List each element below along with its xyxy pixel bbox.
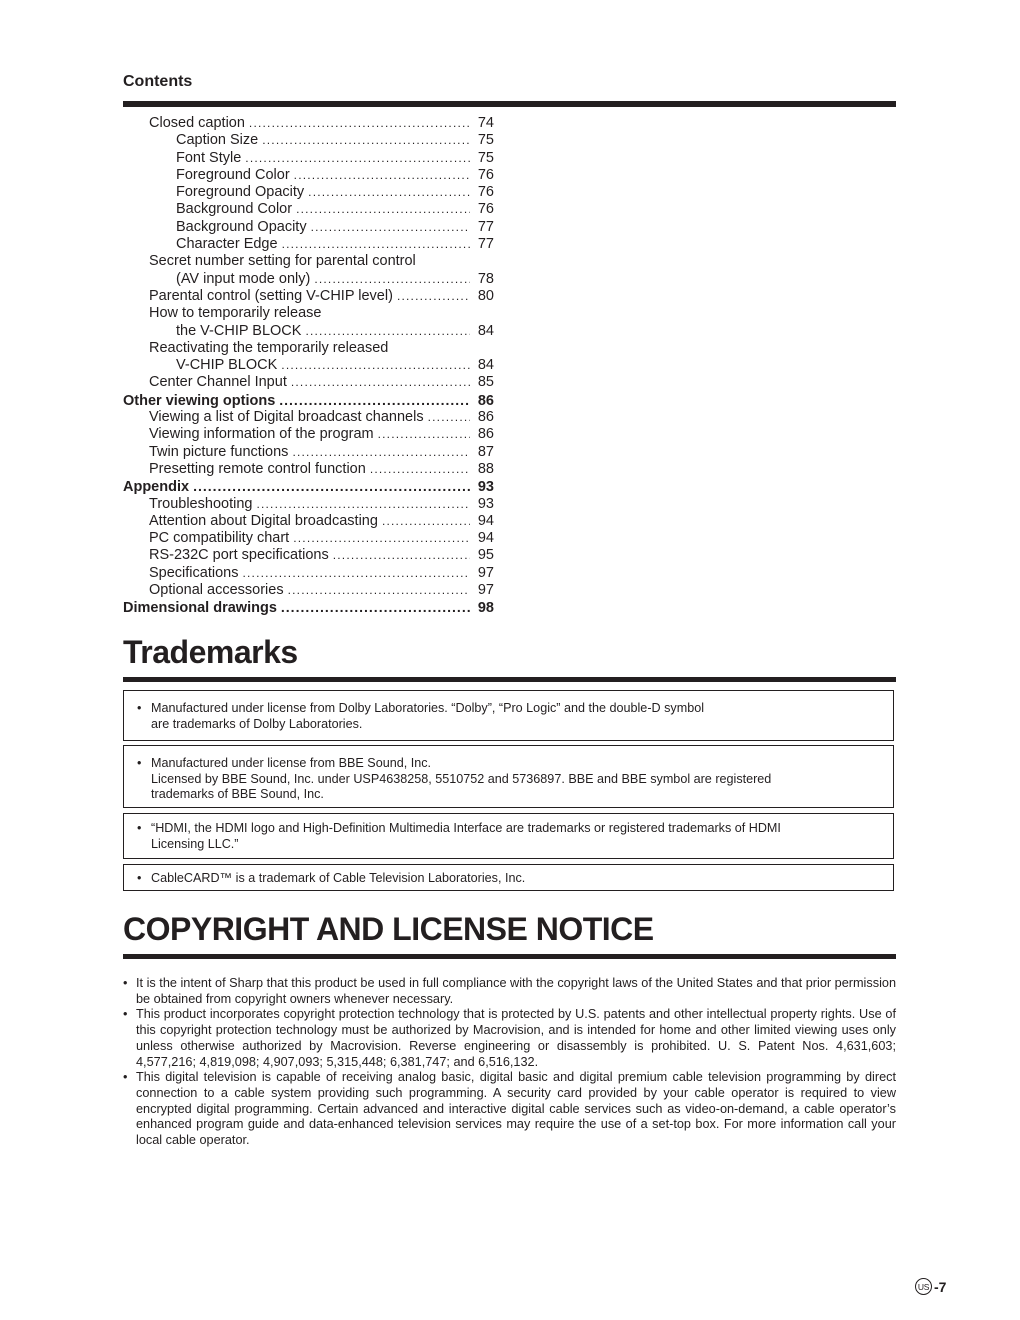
toc-entry bbox=[123, 444, 494, 461]
toc-entry-title: Background Color bbox=[176, 201, 293, 218]
toc-leader-dots bbox=[281, 599, 470, 616]
toc-entry-title: Foreground Color bbox=[176, 166, 290, 183]
toc-entry-title: Parental control (setting V-CHIP level) bbox=[149, 287, 393, 304]
toc-entry bbox=[123, 115, 494, 132]
trademark-line: Licensed by BBE Sound, Inc. under USP4638258, 5510752 and 5736897. BBE and BBE symbol are registered bbox=[151, 771, 772, 786]
toc-entry-title: Font Style bbox=[176, 149, 242, 166]
toc-page-number: 94 bbox=[477, 512, 494, 529]
toc-entry-title: Reactivating the temporarily released bbox=[149, 339, 389, 356]
toc-section-entry bbox=[123, 392, 494, 409]
toc-leader-dots bbox=[382, 513, 470, 530]
trademark-line: CableCARD™ is a trademark of Cable Television Laboratories, Inc. bbox=[151, 871, 526, 885]
toc-leader-dots bbox=[296, 201, 470, 218]
notice-text: This product incorporates copyright protection technology that is protected by U.S. patents and other intellectual property rights. Use of this copyright protection technology must be authorized by Macrovision, and is intended for home and other limited viewing uses only unless otherwise authorized by Macrovision. Reverse engineering or disassembly is prohibited. U. S. Patent Nos. 4,631,603; 4,577,216; 4,819,098; 4,907,093; 5,315,448; 6,381,747; and 6,516,132. bbox=[136, 1007, 896, 1069]
notice-item bbox=[123, 1070, 896, 1149]
trademark-line: Manufactured under license from Dolby Laboratories. “Dolby”, “Pro Logic” and the double-D symbol bbox=[151, 701, 704, 715]
toc-entry-title: Twin picture functions bbox=[149, 443, 289, 460]
toc-entry bbox=[123, 323, 494, 340]
toc-leader-dots bbox=[378, 426, 470, 443]
toc-page-number: 86 bbox=[477, 392, 494, 409]
trademark-box-hdmi bbox=[123, 813, 894, 859]
toc-entry bbox=[123, 582, 494, 599]
toc-page-number: 87 bbox=[477, 443, 494, 460]
toc-entry bbox=[123, 547, 494, 564]
notice-text: It is the intent of Sharp that this product be used in full compliance with the copyright laws of the United States and that prior permission be obtained from copyright owners whenever necessary. bbox=[136, 976, 896, 1006]
toc-leader-dots bbox=[242, 565, 470, 582]
toc-leader-dots bbox=[291, 374, 470, 391]
trademark-line: “HDMI, the HDMI logo and High-Definition Multimedia Interface are trademarks or registered trademarks of HDMI bbox=[151, 821, 781, 835]
toc-entry-title: Specifications bbox=[149, 564, 239, 581]
toc-page-number: 93 bbox=[477, 495, 494, 512]
toc-entry-title: Optional accessories bbox=[149, 582, 284, 599]
toc-page-number: 78 bbox=[477, 270, 494, 287]
toc-entry bbox=[123, 374, 494, 391]
toc-leader-dots bbox=[256, 496, 470, 513]
toc-entry-title: Foreground Opacity bbox=[176, 184, 305, 201]
toc-entry-title: Presetting remote control function bbox=[149, 460, 366, 477]
notice-text: This digital television is capable of receiving analog basic, digital basic and digital premium cable television programming by direct connection to a cable system providing such programming. A security card provided by your cable operator is required to view encrypted digital programming. Certain advanced and interactive digital cable services such as video-on-demand, a cable operator’s enhanced program guide and data-enhanced television services may require the use of a set-top box. For more information call your local cable operator. bbox=[136, 1070, 896, 1148]
toc-entry-title: V-CHIP BLOCK bbox=[176, 357, 278, 374]
trademark-box-bbe bbox=[123, 745, 894, 808]
toc-entry bbox=[123, 409, 494, 426]
toc-entry bbox=[123, 513, 494, 530]
toc-entry bbox=[123, 426, 494, 443]
toc-leader-dots bbox=[279, 392, 470, 409]
trademark-box-cablecard bbox=[123, 864, 894, 891]
toc-page-number: 86 bbox=[477, 426, 494, 443]
toc-leader-dots bbox=[245, 150, 470, 167]
toc-leader-dots bbox=[292, 444, 470, 461]
toc-leader-dots bbox=[314, 271, 470, 288]
toc-page-number: 98 bbox=[477, 600, 494, 617]
bullet: • bbox=[123, 1070, 128, 1085]
toc-leader-dots bbox=[370, 461, 470, 478]
toc-leader-dots bbox=[262, 132, 470, 149]
toc-entry-title: PC compatibility chart bbox=[149, 530, 290, 547]
copyright-rule bbox=[123, 954, 896, 959]
toc-leader-dots bbox=[333, 547, 470, 564]
us-region-icon: US bbox=[915, 1278, 932, 1295]
toc-leader-dots bbox=[308, 184, 470, 201]
toc-page-number: 93 bbox=[477, 479, 494, 496]
bullet: • bbox=[137, 871, 142, 885]
toc-entry bbox=[123, 530, 494, 547]
toc-leader-dots bbox=[397, 288, 470, 305]
notice-item bbox=[123, 976, 896, 1007]
toc-entry bbox=[123, 565, 494, 582]
toc-section-entry bbox=[123, 599, 494, 616]
toc-page-number: 94 bbox=[477, 530, 494, 547]
toc-entry bbox=[123, 132, 494, 149]
toc-leader-dots bbox=[428, 409, 470, 426]
toc-entry bbox=[123, 357, 494, 374]
toc-page-number: 86 bbox=[477, 409, 494, 426]
toc-entry-title: Other viewing options bbox=[123, 392, 276, 409]
toc-entry-title: Dimensional drawings bbox=[123, 600, 277, 617]
toc-entry bbox=[123, 201, 494, 218]
toc-page-number: 77 bbox=[477, 236, 494, 253]
toc-entry-title: Viewing information of the program bbox=[149, 426, 374, 443]
toc-entry bbox=[123, 305, 494, 322]
toc-page-number: 95 bbox=[477, 547, 494, 564]
bullet: • bbox=[137, 756, 142, 770]
toc-entry-title: Attention about Digital broadcasting bbox=[149, 512, 378, 529]
toc-page-number: 97 bbox=[477, 564, 494, 581]
toc-entry-title: Secret number setting for parental control bbox=[149, 253, 416, 270]
toc-entry-title: the V-CHIP BLOCK bbox=[176, 322, 302, 339]
toc-page-number: 76 bbox=[477, 184, 494, 201]
toc-entry-title: How to temporarily release bbox=[149, 305, 322, 322]
toc-page-number: 84 bbox=[477, 322, 494, 339]
page-number bbox=[915, 1278, 946, 1295]
toc-leader-dots bbox=[294, 167, 470, 184]
contents-heading: Contents bbox=[123, 73, 193, 90]
toc-entry-title: Appendix bbox=[123, 479, 190, 496]
trademarks-rule bbox=[123, 677, 896, 682]
table-of-contents bbox=[123, 115, 494, 617]
toc-entry bbox=[123, 236, 494, 253]
toc-page-number: 77 bbox=[477, 218, 494, 235]
toc-entry bbox=[123, 461, 494, 478]
bullet: • bbox=[137, 701, 142, 715]
toc-leader-dots bbox=[249, 115, 470, 132]
toc-entry bbox=[123, 288, 494, 305]
contents-rule bbox=[123, 101, 896, 107]
toc-leader-dots bbox=[311, 219, 470, 236]
toc-leader-dots bbox=[281, 357, 470, 374]
toc-entry-title: Caption Size bbox=[176, 132, 259, 149]
notice-item bbox=[123, 1007, 896, 1070]
toc-page-number: 88 bbox=[477, 460, 494, 477]
toc-entry-title: Troubleshooting bbox=[149, 495, 253, 512]
trademarks-heading: Trademarks bbox=[123, 634, 298, 670]
toc-leader-dots bbox=[282, 236, 470, 253]
toc-page-number: 76 bbox=[477, 166, 494, 183]
toc-entry-title: Background Opacity bbox=[176, 218, 307, 235]
bullet: • bbox=[123, 1007, 128, 1022]
toc-entry-title: Center Channel Input bbox=[149, 374, 287, 391]
toc-entry-title: Viewing a list of Digital broadcast channels bbox=[149, 409, 424, 426]
trademark-line: Manufactured under license from BBE Sound, Inc. bbox=[151, 756, 432, 770]
toc-entry bbox=[123, 184, 494, 201]
toc-entry bbox=[123, 167, 494, 184]
toc-entry-title: Closed caption bbox=[149, 115, 245, 131]
toc-leader-dots bbox=[288, 582, 470, 599]
bullet: • bbox=[137, 821, 142, 835]
toc-page-number: 75 bbox=[477, 132, 494, 149]
toc-leader-dots bbox=[305, 323, 470, 340]
toc-page-number: 75 bbox=[477, 149, 494, 166]
toc-entry bbox=[123, 219, 494, 236]
toc-entry bbox=[123, 253, 494, 270]
trademark-line: Licensing LLC.” bbox=[151, 836, 239, 851]
page-number-text: -7 bbox=[934, 1278, 947, 1295]
toc-page-number: 97 bbox=[477, 582, 494, 599]
copyright-heading: COPYRIGHT AND LICENSE NOTICE bbox=[123, 911, 654, 947]
toc-section-entry bbox=[123, 478, 494, 495]
toc-entry bbox=[123, 150, 494, 167]
toc-leader-dots bbox=[193, 478, 470, 495]
toc-leader-dots bbox=[293, 530, 470, 547]
trademark-line: are trademarks of Dolby Laboratories. bbox=[151, 716, 363, 731]
trademark-box-dolby bbox=[123, 690, 894, 741]
toc-entry-title: Character Edge bbox=[176, 236, 278, 253]
toc-entry bbox=[123, 271, 494, 288]
trademark-line: trademarks of BBE Sound, Inc. bbox=[151, 787, 324, 802]
toc-page-number: 76 bbox=[477, 201, 494, 218]
toc-entry-title: (AV input mode only) bbox=[176, 270, 311, 287]
toc-entry bbox=[123, 496, 494, 513]
copyright-notice bbox=[123, 976, 896, 1149]
toc-entry bbox=[123, 340, 494, 357]
toc-page-number: 84 bbox=[477, 357, 494, 374]
bullet: • bbox=[123, 976, 128, 990]
toc-entry-title: RS-232C port specifications bbox=[149, 547, 329, 564]
toc-page-number: 85 bbox=[477, 374, 494, 391]
toc-page-number: 74 bbox=[477, 115, 494, 131]
toc-page-number: 80 bbox=[477, 287, 494, 304]
